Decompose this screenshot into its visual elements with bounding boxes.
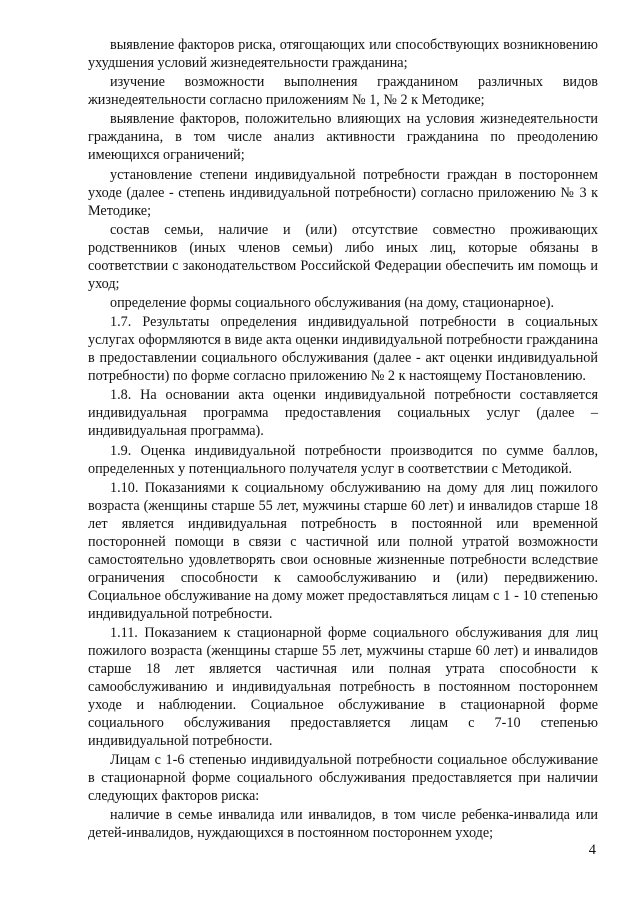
paragraph-1-11: 1.11. Показанием к стационарной форме социального обслуживания для лиц пожилого возраста (женщины старше 55 лет, мужчины старше 60 лет) и инвалидов старше 18 лет является частичная или полная утрата способности к самообслуживанию и индивидуальная потребность в постоянном постороннем уходе и наблюдении. Социальное обслуживание в стационарной форме социального обслуживания предоставляется лицам с 7-10 степенью индивидуальной потребности. <box>88 624 598 749</box>
paragraph-family-composition: состав семьи, наличие и (или) отсутствие совместно проживающих родственников (иных членов семьи) либо иных лиц, которые обязаны в соответствии с законодательством Российской Федерации обеспечить им помощь и уход; <box>88 221 598 292</box>
paragraph-1-9: 1.9. Оценка индивидуальной потребности производится по сумме баллов, определенных у потенциального получателя услуг в соответствии с Методикой. <box>88 442 598 477</box>
paragraph-1-7: 1.7. Результаты определения индивидуальной потребности в социальных услугах оформляются в виде акта оценки индивидуальной потребности гражданина в предоставлении социального обслуживания (далее - акт оценки индивидуальной потребности) по форме согласно приложению № 2 к настоящему Постановлению. <box>88 314 598 385</box>
paragraph-risk-factors: выявление факторов риска, отягощающих или способствующих возникновению ухудшения условий жизнедеятельности гражданина; <box>88 37 598 71</box>
paragraph-disabled-family: наличие в семье инвалида или инвалидов, в том числе ребенка-инвалида или детей-инвалидов, нуждающихся в постоянном постороннем уходе; <box>88 807 598 842</box>
paragraph-positive-factors: выявление факторов, положительно влияющих на условия жизнедеятельности гражданина, в том числе анализ активности гражданина по преодолению имеющихся ограничений; <box>88 111 598 164</box>
page-number: 4 <box>588 842 596 858</box>
paragraph-service-form: определение формы социального обслуживания (на дому, стационарное). <box>110 294 555 311</box>
paragraph-1-8: 1.8. На основании акта оценки индивидуальной потребности составляется индивидуальная программа предоставления социальных услуг (далее – индивидуальная программа). <box>88 387 598 440</box>
paragraph-activity-capability: изучение возможности выполнения гражданином различных видов жизнедеятельности согласно приложениям № 1, № 2 к Методике; <box>88 74 598 109</box>
paragraph-degree-1-6: Лицам с 1-6 степенью индивидуальной потребности социальное обслуживание в стационарной форме социального обслуживания предоставляется при наличии следующих факторов риска: <box>88 752 598 805</box>
paragraph-1-10: 1.10. Показаниями к социальному обслуживанию на дому для лиц пожилого возраста (женщины старше 55 лет, мужчины старше 60 лет) и инвалидов старше 18 лет является индивидуальная потребность в постоянной или временной посторонней помощи в связи с частичной или полной утратой возможности самостоятельно удовлетворять свои основные жизненные потребности вследствие ограничения способности к самообслуживанию и (или) передвижению. Социальное обслуживание на дому может предоставляться лицам с 1 - 10 степенью индивидуальной потребности. <box>88 479 598 622</box>
paragraph-care-need-degree: установление степени индивидуальной потребности граждан в постороннем уходе (далее - степень индивидуальной потребности) согласно приложению № 3 к Методике; <box>88 166 598 219</box>
